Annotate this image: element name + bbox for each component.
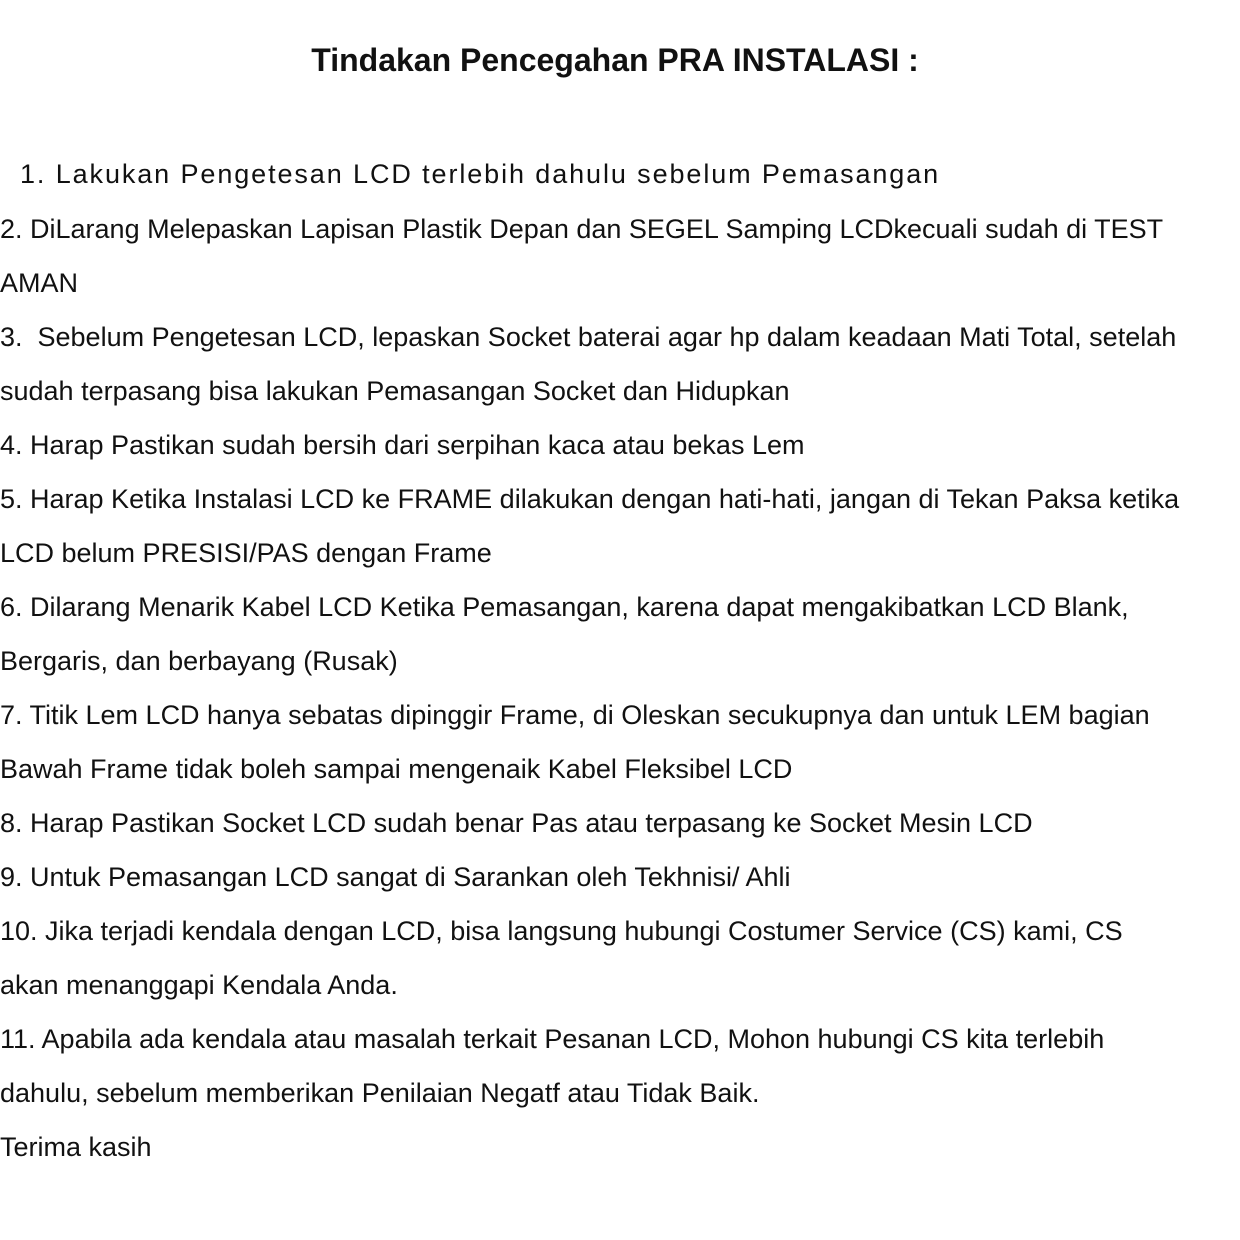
instruction-line: AMAN (0, 268, 79, 298)
document-title: Tindakan Pencegahan PRA INSTALASI : (311, 42, 919, 78)
closing-line (0, 1120, 1240, 1174)
instruction-line: 2. DiLarang Melepaskan Lapisan Plastik Depan dan SEGEL Samping LCDkecuali sudah di TEST (0, 214, 1164, 244)
instruction-line: Bergaris, dan berbayang (Rusak) (0, 646, 398, 676)
instruction-line: 4. Harap Pastikan sudah bersih dari serpihan kaca atau bekas Lem (0, 430, 805, 460)
instruction-item-7 (0, 688, 1240, 796)
instruction-line: 11. Apabila ada kendala atau masalah terkait Pesanan LCD, Mohon hubungi CS kita terlebih (0, 1024, 1105, 1054)
instruction-item-6 (0, 580, 1240, 688)
instruction-list (0, 202, 1240, 1174)
instruction-line: 8. Harap Pastikan Socket LCD sudah benar Pas atau terpasang ke Socket Mesin LCD (0, 808, 1033, 838)
instruction-item-5 (0, 472, 1240, 580)
instruction-item-9 (0, 850, 1240, 904)
instruction-item-11 (0, 1012, 1240, 1120)
instruction-item-8 (0, 796, 1240, 850)
instruction-line: 6. Dilarang Menarik Kabel LCD Ketika Pemasangan, karena dapat mengakibatkan LCD Blank, (0, 592, 1129, 622)
instruction-item-10 (0, 904, 1240, 1012)
instruction-line: LCD belum PRESISI/PAS dengan Frame (0, 538, 492, 568)
instruction-line: sudah terpasang bisa lakukan Pemasangan Socket dan Hidupkan (0, 376, 790, 406)
instruction-line: 7. Titik Lem LCD hanya sebatas dipinggir Frame, di Oleskan secukupnya dan untuk LEM bagian (0, 700, 1150, 730)
instruction-line: dahulu, sebelum memberikan Penilaian Negatf atau Tidak Baik. (0, 1078, 760, 1108)
instruction-item-2 (0, 202, 1240, 310)
instruction-line: 5. Harap Ketika Instalasi LCD ke FRAME dilakukan dengan hati-hati, jangan di Tekan Paksa ketika (0, 484, 1180, 514)
instruction-item-4 (0, 418, 1240, 472)
instruction-item-1: 1. Lakukan Pengetesan LCD terlebih dahulu sebelum Pemasangan (20, 159, 941, 189)
instruction-line: 3. Sebelum Pengetesan LCD, lepaskan Socket baterai agar hp dalam keadaan Mati Total, setelah (0, 322, 1177, 352)
instruction-line: 9. Untuk Pemasangan LCD sangat di Sarankan oleh Tekhnisi/ Ahli (0, 862, 791, 892)
instruction-item-3 (0, 310, 1240, 418)
instruction-line: akan menanggapi Kendala Anda. (0, 970, 398, 1000)
instruction-line: Bawah Frame tidak boleh sampai mengenaik Kabel Fleksibel LCD (0, 754, 793, 784)
closing-text: Terima kasih (0, 1132, 152, 1162)
instruction-line: 10. Jika terjadi kendala dengan LCD, bisa langsung hubungi Costumer Service (CS) kami, CS (0, 916, 1123, 946)
